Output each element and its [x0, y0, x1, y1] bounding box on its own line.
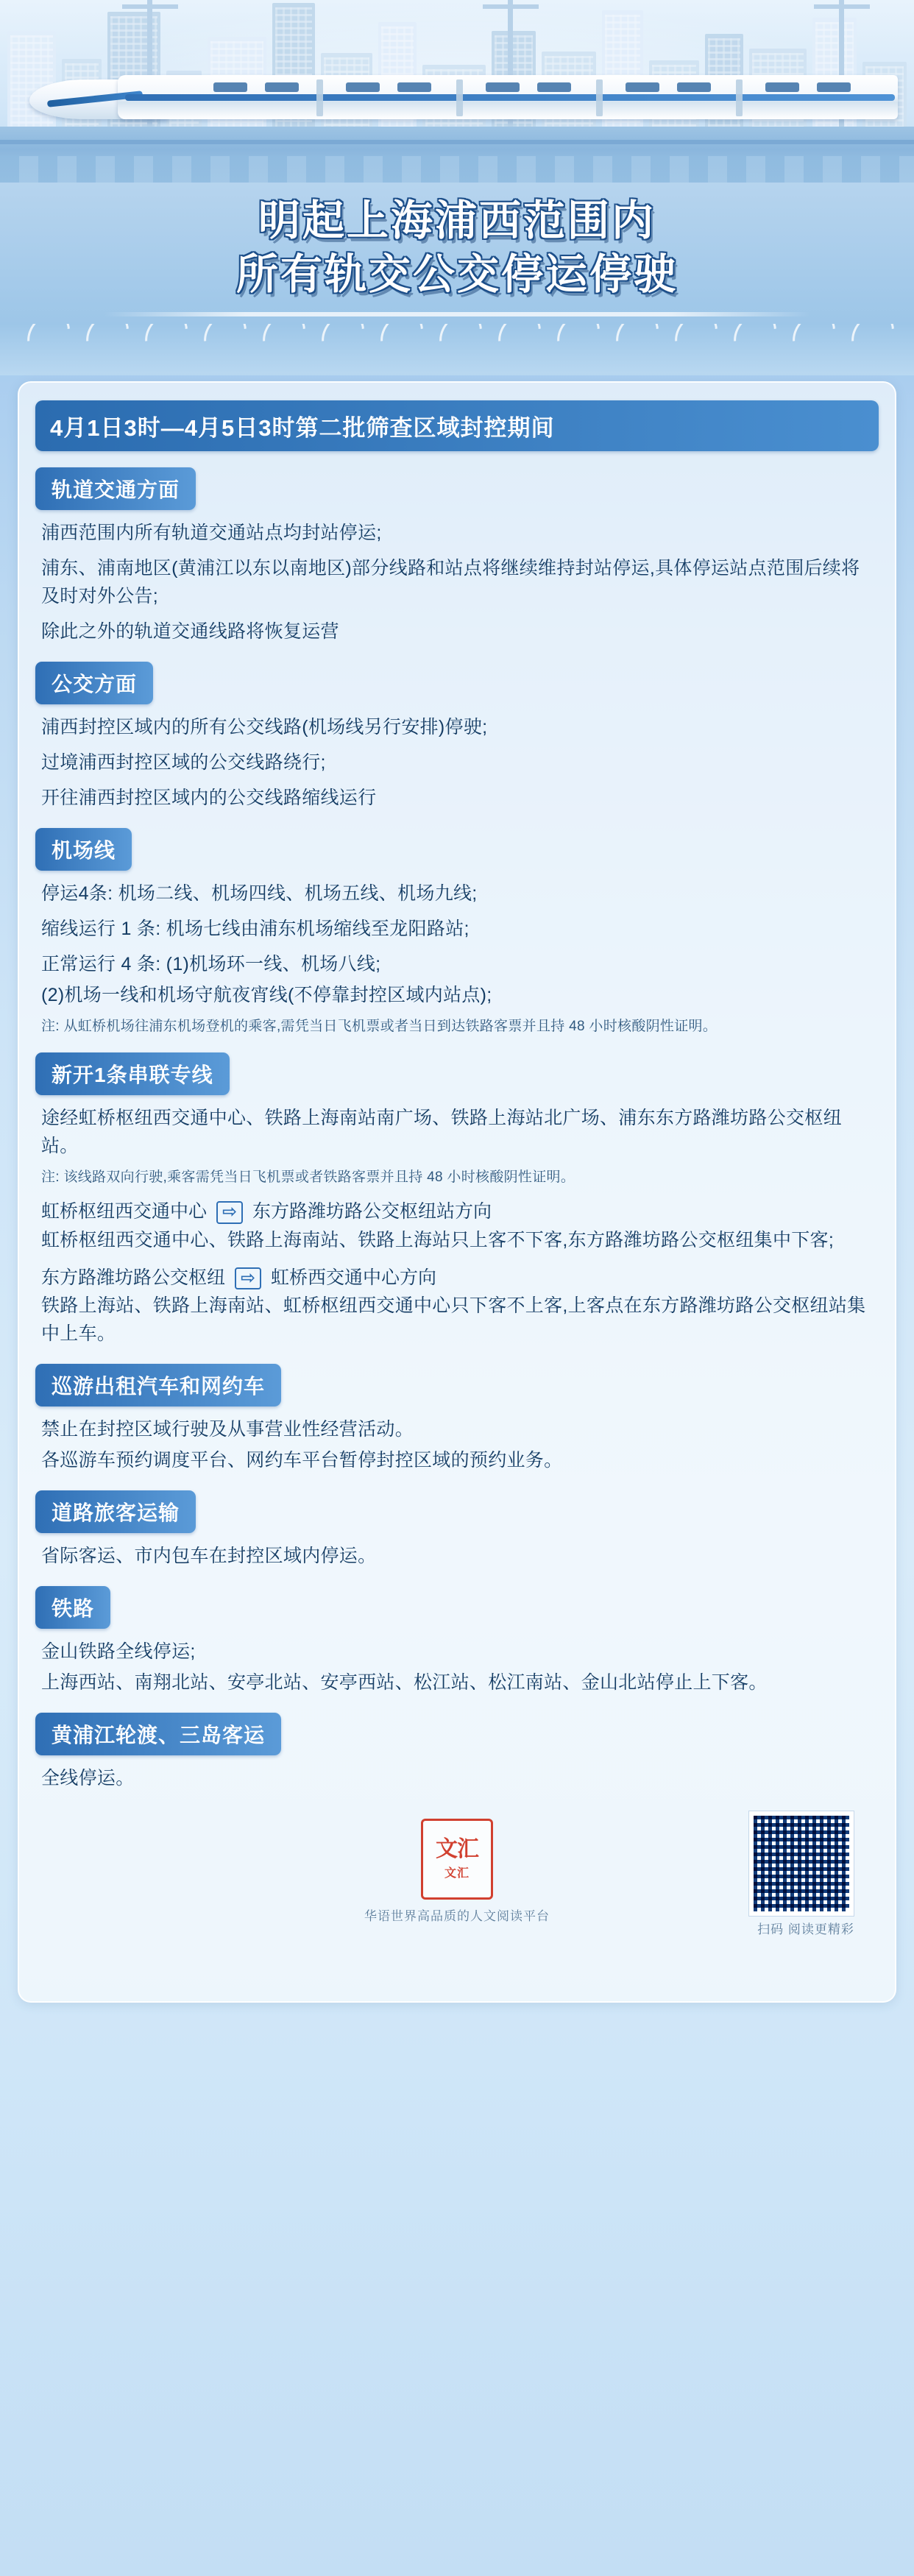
section-line: 浦西封控区域内的所有公交线路(机场线另行安排)停驶; [41, 716, 488, 737]
train-door [596, 79, 603, 116]
header-illustration [0, 0, 914, 184]
section-railway [35, 1586, 879, 1696]
footer-slogan: 华语世界高品质的人文阅读平台 [364, 1909, 550, 1923]
content-card [18, 381, 896, 2003]
route-heading [41, 1198, 874, 1226]
section-title: 巡游出租汽车和网约车 [35, 1364, 281, 1406]
headline-line-1: 明起上海浦西范围内 [258, 197, 656, 244]
section-title: 机场线 [35, 828, 132, 871]
route-detail: 铁路上海站、铁路上海南站、虹桥枢纽西交通中心只下客不上客,上客点在东方路潍坊路公交枢纽站集中上车。 [41, 1295, 866, 1344]
route-detail: 虹桥枢纽西交通中心、铁路上海南站、铁路上海站只上客不下客,东方路潍坊路公交枢纽集中下客; [41, 1229, 835, 1250]
section-road-passenger-transport [35, 1490, 879, 1570]
train-door [316, 79, 323, 116]
logo-mark: 文汇 [436, 1836, 478, 1861]
section-title: 黄浦江轮渡、三岛客运 [35, 1713, 281, 1755]
arrow-right-icon: ⇨ [216, 1201, 243, 1223]
section-bus [35, 662, 879, 812]
section-airport-lines [35, 828, 879, 1037]
section-body [35, 1629, 879, 1696]
section-taxi-ridehailing [35, 1364, 879, 1474]
train-window [537, 82, 571, 92]
section-line: 各巡游车预约调度平台、网约车平台暂停封控区域的预约业务。 [41, 1450, 563, 1471]
section-note: 注: 从虹桥机场往浦东机场登机的乘客,需凭当日飞机票或者当日到达铁路客票并且持 48 小时核酸阴性证明。 [41, 1018, 718, 1034]
section-title: 新开1条串联专线 [35, 1052, 230, 1095]
headline-line-2: 所有轨交公交停运停驶 [236, 250, 678, 298]
route-destination: 虹桥西交通中心方向 [271, 1267, 437, 1288]
train-window [397, 82, 431, 92]
section-line: 除此之外的轨道交通线路将恢复运营 [41, 620, 339, 642]
section-title: 公交方面 [35, 662, 153, 704]
route-direction-2 [41, 1264, 874, 1348]
section-body [35, 871, 879, 1037]
section-line: 上海西站、南翔北站、安亭北站、安亭西站、松江站、松江南站、金山北站停止上下客。 [41, 1672, 768, 1693]
train-window [486, 82, 520, 92]
train-door [456, 79, 463, 116]
wave-decoration [0, 324, 914, 375]
section-body [35, 1533, 879, 1570]
qr-caption: 扫码 阅读更精彩 [757, 1922, 854, 1936]
footer [35, 1811, 879, 1981]
headline-block [0, 183, 914, 324]
route-destination: 东方路潍坊路公交枢纽站方向 [252, 1201, 492, 1222]
section-body [35, 1755, 879, 1792]
route-origin: 虹桥枢纽西交通中心 [41, 1201, 208, 1222]
period-banner: 4月1日3时—4月5日3时第二批筛查区域封控期间 [35, 400, 879, 451]
section-line: (2)机场一线和机场守航夜宵线(不停靠封控区域内站点); [41, 984, 492, 1005]
section-title: 铁路 [35, 1586, 110, 1629]
section-line: 全线停运。 [41, 1768, 135, 1788]
route-origin: 东方路潍坊路公交枢纽 [41, 1267, 226, 1288]
section-title: 道路旅客运输 [35, 1490, 196, 1533]
section-line: 金山铁路全线停运; [41, 1641, 196, 1662]
route-direction-1 [41, 1198, 874, 1254]
section-line: 开往浦西封控区域内的公交线路缩线运行 [41, 787, 377, 808]
arrow-right-icon: ⇨ [235, 1267, 261, 1289]
section-body [35, 704, 879, 812]
qr-code[interactable] [749, 1811, 854, 1916]
section-body [35, 510, 879, 645]
section-line: 省际客运、市内包车在封控区域内停运。 [41, 1546, 377, 1566]
train-stripe [125, 94, 895, 101]
train-window [213, 82, 247, 92]
section-body [35, 1095, 879, 1348]
train-window [765, 82, 799, 92]
section-line: 正常运行 4 条: (1)机场环一线、机场八线; [41, 953, 381, 974]
section-body [35, 1406, 879, 1474]
section-line: 浦西范围内所有轨道交通站点均封站停运; [41, 522, 382, 543]
section-ferry [35, 1713, 879, 1792]
train-illustration [29, 75, 898, 128]
section-title: 轨道交通方面 [35, 467, 196, 510]
train-window [817, 82, 851, 92]
train-window [677, 82, 711, 92]
section-line: 途经虹桥枢纽西交通中心、铁路上海南站南广场、铁路上海站北广场、浦东东方路潍坊路公交枢纽站。 [41, 1108, 842, 1157]
section-rail-transit [35, 467, 879, 645]
headline-underline [104, 312, 810, 316]
train-window [265, 82, 299, 92]
section-line: 缩线运行 1 条: 机场七线由浦东机场缩线至龙阳路站; [41, 918, 470, 939]
train-window [626, 82, 659, 92]
section-line: 禁止在封控区域行驶及从事营业性经营活动。 [41, 1419, 414, 1440]
railway-track [0, 127, 914, 184]
section-line: 停运4条: 机场二线、机场四线、机场五线、机场九线; [41, 882, 478, 904]
train-door [736, 79, 743, 116]
route-heading [41, 1264, 874, 1292]
train-window [346, 82, 380, 92]
logo-text: 文汇 [444, 1867, 470, 1880]
section-line: 过境浦西封控区域的公交线路绕行; [41, 751, 326, 773]
section-line: 浦东、浦南地区(黄浦江以东以南地区)部分线路和站点将继续维持封站停运,具体停运站点范围后续将及时对外公告; [41, 557, 860, 606]
wenhui-logo [421, 1819, 493, 1900]
section-note: 注: 该线路双向行驶,乘客需凭当日飞机票或者铁路客票并且持 48 小时核酸阴性证明。 [41, 1170, 575, 1186]
section-new-shuttle-line [35, 1052, 879, 1348]
